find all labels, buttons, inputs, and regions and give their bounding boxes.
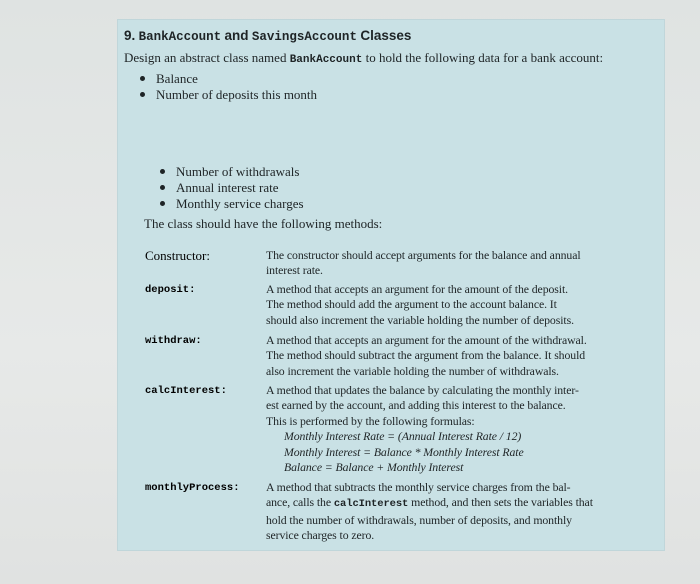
description-line: also increment the variable holding the number of withdrawals. [266,363,559,378]
formula-line: Monthly Interest = Balance * Monthly Interest Rate [284,444,524,459]
description-line: service charges to zero. [266,528,375,543]
exercise-intro [124,50,603,66]
description-line: A method that accepts an argument for the amount of the withdrawal. [266,333,587,347]
bullet-icon [160,201,165,206]
textbook-excerpt [118,20,664,550]
intro-text-before: Design an abstract class named [124,50,287,65]
list-item-text: Balance [156,71,198,86]
list-item [138,87,317,103]
description-line: A method that updates the balance by calculating the monthly inter- [266,383,579,397]
description-line: interest rate. [266,263,323,278]
list-item [138,71,317,87]
method-description [266,248,626,279]
exercise-number: 9. [124,28,136,43]
method-name: deposit: [145,284,196,296]
description-text: ance, calls the [266,495,331,510]
intro-text-after: to hold the following data for a bank account: [365,50,604,65]
formula-line: Balance = Balance + Monthly Interest [284,460,464,475]
method-name: calcInterest: [145,385,227,397]
exercise-heading [124,28,411,44]
description-line: A method that subtracts the monthly service charges from the bal- [266,480,571,494]
method-description [266,333,626,379]
bullet-icon [140,92,145,97]
list-item [158,164,304,180]
calcinterest-method-name: calcInterest [333,498,409,511]
description-line: This is performed by the following formulas: [266,413,475,428]
intro-class-name: BankAccount [289,54,363,66]
list-item-text: Number of withdrawals [176,164,300,179]
heading-and: and [224,28,249,43]
savingsaccount-class-name: SavingsAccount [251,30,357,44]
method-name: monthlyProcess: [145,482,240,494]
methods-intro: The class should have the following methods: [144,216,383,231]
description-line: hold the number of withdrawals, number of deposits, and monthly [266,512,572,527]
data-fields-list-bottom [158,164,304,212]
description-line: The method should add the argument to the account balance. It [266,297,557,312]
bullet-icon [160,169,165,174]
method-description [266,383,626,475]
heading-classes: Classes [360,28,412,43]
description-line: est earned by the account, and adding this interest to the balance. [266,398,566,413]
bullet-icon [160,185,165,190]
description-line: The constructor should accept arguments for the balance and annual [266,248,581,262]
list-item-text: Number of deposits this month [156,87,318,102]
list-item [158,196,304,212]
description-text: method, and then sets the variables that [411,495,593,510]
formula-line: Monthly Interest Rate = (Annual Interest Rate / 12) [284,429,522,444]
method-name: withdraw: [145,335,202,347]
list-item [158,180,304,196]
data-fields-list-top [138,71,317,103]
method-name: Constructor: [145,248,210,263]
method-description [266,282,626,328]
bullet-icon [140,76,145,81]
description-line: The method should subtract the argument from the balance. It should [266,348,586,363]
description-line: A method that accepts an argument for the amount of the deposit. [266,282,568,296]
description-line [266,495,626,512]
description-line: should also increment the variable holding the number of deposits. [266,312,574,327]
list-item-text: Annual interest rate [176,180,279,195]
list-item-text: Monthly service charges [176,196,304,211]
bankaccount-class-name: BankAccount [138,30,222,44]
method-description [266,480,626,544]
